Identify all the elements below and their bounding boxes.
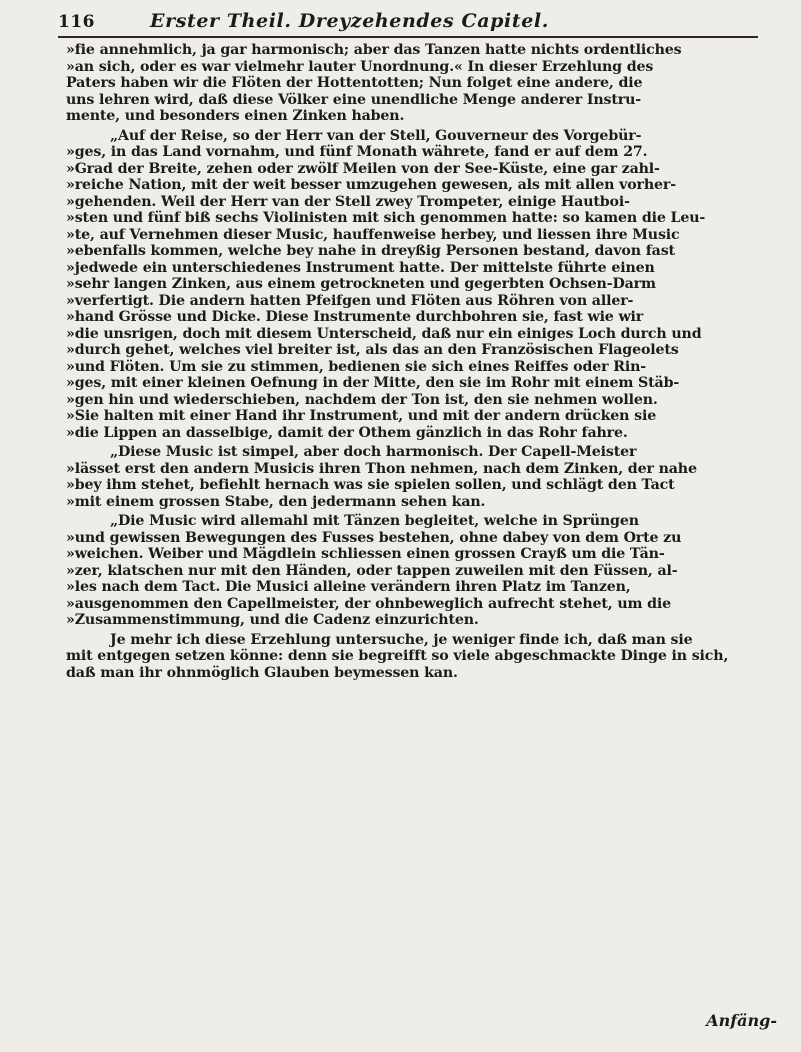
catchword: Anfäng- xyxy=(706,1011,777,1030)
text-line: »ebenfalls kommen, welche bey nahe in dreyßig Personen bestand, davon fast xyxy=(66,243,675,259)
text-line: »zer, klatschen nur mit den Händen, oder tappen zuweilen mit den Füssen, al- xyxy=(66,562,678,579)
text-line: »ausgenommen den Capellmeister, der ohnbeweglich aufrecht stehet, um die xyxy=(66,595,672,612)
text-line: uns lehren wird, daß diese Völker eine unendliche Menge anderer Instru- xyxy=(66,91,641,108)
text-line: »mit einem grossen Stabe, den jedermann sehen kan. xyxy=(66,493,486,510)
text-line: mente, und besonders einen Zinken haben. xyxy=(66,108,405,124)
text-line: »reiche Nation, mit der weit besser umzugehen gewesen, als mit allen vorher- xyxy=(66,177,676,193)
text-line: mit entgegen setzen könne: denn sie begreifft so viele abgeschmackte Dinge in sich, xyxy=(66,648,729,664)
text-line: »ges, mit einer kleinen Oefnung in der Mitte, den sie im Rohr mit einem Stäb- xyxy=(66,375,680,391)
text-line: »te, auf Vernehmen dieser Music, hauffenweise herbey, und liessen ihre Music xyxy=(66,226,680,243)
text-line: »und Flöten. Um sie zu stimmen, bedienen sie sich eines Reiffes oder Rin- xyxy=(66,358,647,375)
text-line: »bey ihm stehet, befiehlt hernach was sie spielen sollen, und schlägt den Tact xyxy=(66,477,675,493)
text-line: »die Lippen an dasselbige, damit der Othem gänzlich in das Rohr fahre. xyxy=(66,424,628,441)
text-line: Paters haben wir die Flöten der Hottentotten; Nun folget eine andere, die xyxy=(66,75,643,91)
text-line: »sten und fünf biß sechs Violinisten mit sich genommen hatte: so kamen die Leu- xyxy=(66,210,706,226)
text-line: »les nach dem Tact. Die Musici alleine verändern ihren Platz im Tanzen, xyxy=(66,579,631,595)
text-line: „Diese Music ist simpel, aber doch harmonisch. Der Capell-Meister xyxy=(110,444,637,460)
text-line: »durch gehet, welches viel breiter ist, als das an den Französischen Flageolets xyxy=(66,342,679,358)
text-line: »lässet erst den andern Musicis ihren Thon nehmen, nach dem Zinken, der nahe xyxy=(66,460,697,477)
body-text xyxy=(66,42,782,681)
text-line: »Grad der Breite, zehen oder zwölf Meilen von der See-Küste, eine gar zahl- xyxy=(66,160,660,177)
text-line: »hand Grösse und Dicke. Diese Instrumente durchbohren sie, fast wie wir xyxy=(66,309,644,325)
running-head xyxy=(58,10,758,38)
text-line: »Zusammenstimmung, und die Cadenz einzurichten. xyxy=(66,612,479,628)
text-line: »gen hin und wiederschieben, nachdem der Ton ist, den sie nehmen wollen. xyxy=(66,391,658,408)
text-line: »jedwede ein unterschiedenes Instrument hatte. Der mittelste führte einen xyxy=(66,259,655,276)
text-line: »und gewissen Bewegungen des Fusses bestehen, ohne dabey von dem Orte zu xyxy=(66,529,682,546)
text-line: »an sich, oder es war vielmehr lauter Unordnung.« In dieser Erzehlung des xyxy=(66,58,654,75)
text-line: »Sie halten mit einer Hand ihr Instrument, und mit der andern drücken sie xyxy=(66,408,657,424)
text-line: „Auf der Reise, so der Herr van der Stell, Gouverneur des Vorgebür- xyxy=(110,127,642,144)
text-line: »fie annehmlich, ja gar harmonisch; aber das Tanzen hatte nichts ordentliches xyxy=(66,42,682,58)
text-line: »verfertigt. Die andern hatten Pfeifgen und Flöten aus Röhren von aller- xyxy=(66,292,634,309)
page-number: 116 xyxy=(58,12,95,32)
text-line: »die unsrigen, doch mit diesem Unterscheid, daß nur ein einiges Loch durch und xyxy=(66,325,702,342)
text-line: »weichen. Weiber und Mägdlein schliessen einen grossen Crayß um die Tän- xyxy=(66,546,665,562)
text-line: »gehenden. Weil der Herr van der Stell zwey Trompeter, einige Hautboi- xyxy=(66,193,630,210)
text-line: »ges, in das Land vornahm, und fünf Monath währete, fand er auf dem 27. xyxy=(66,144,648,160)
text-line: „Die Music wird allemahl mit Tänzen begleitet, welche in Sprüngen xyxy=(110,513,639,529)
text-line: Je mehr ich diese Erzehlung untersuche, je weniger finde ich, daß man sie xyxy=(110,631,693,648)
text-line: daß man ihr ohnmöglich Glauben beymessen kan. xyxy=(66,664,458,681)
text-line: »sehr langen Zinken, aus einem getrockneten und gegerbten Ochsen-Darm xyxy=(66,276,656,292)
running-title: Erster Theil. Dreyzehendes Capitel. xyxy=(150,10,549,32)
